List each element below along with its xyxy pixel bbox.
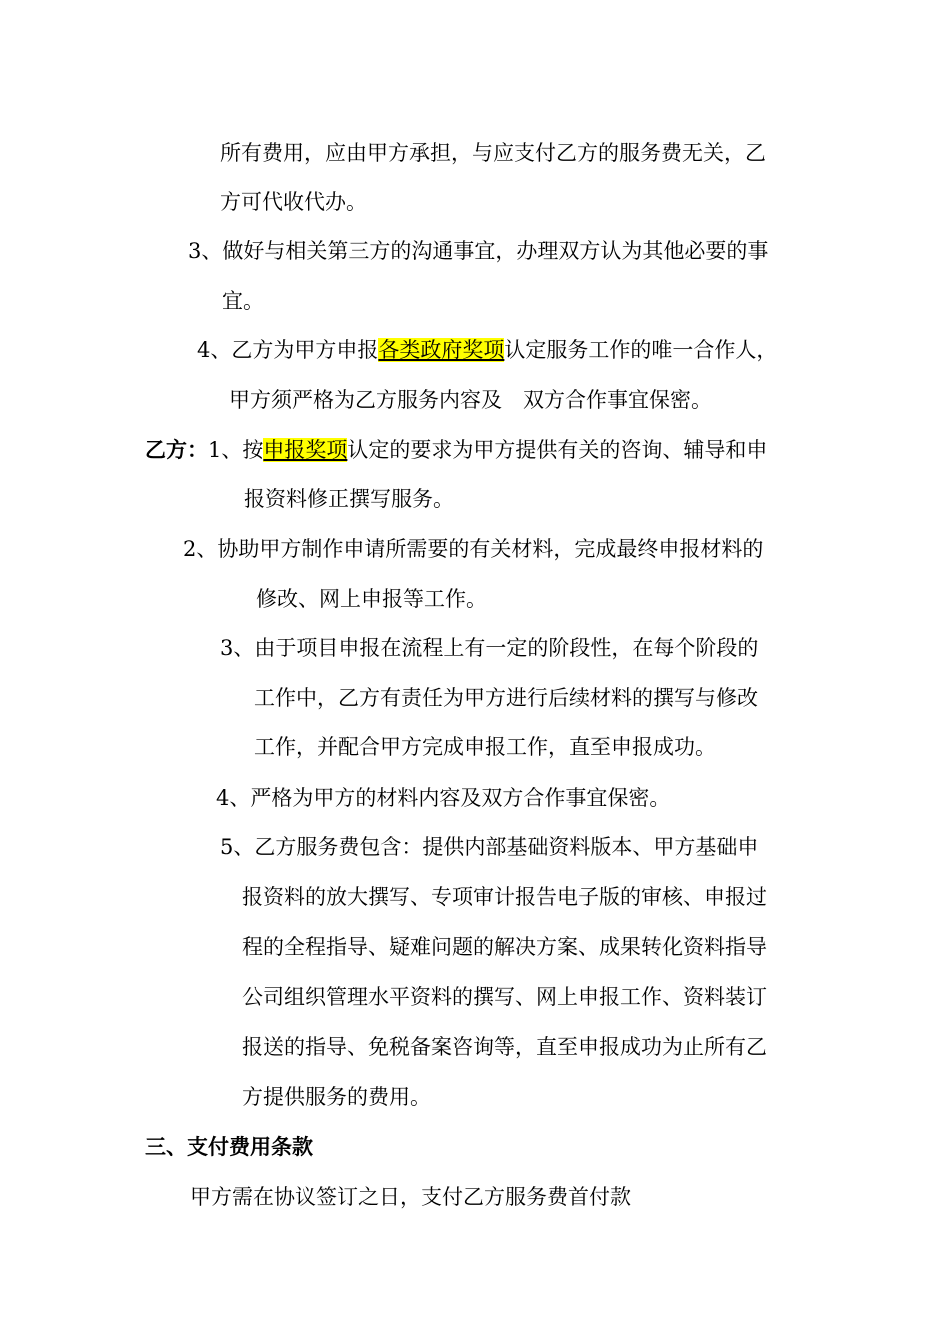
text-line: 所有费用，应由甲方承担，与应支付乙方的服务费无关，乙 xyxy=(220,141,766,165)
text-line: 甲方须严格为乙方服务内容及 双方合作事宜保密。 xyxy=(229,388,712,412)
text-line: 工作，并配合甲方完成申报工作，直至申报成功。 xyxy=(254,735,716,759)
highlighted-text: 申报奖项 xyxy=(263,438,348,462)
text-line: 4、严格为甲方的材料内容及双方合作事宜保密。 xyxy=(216,786,671,810)
text-segment: 4、乙方为甲方申报 xyxy=(197,338,379,362)
section-heading: 三、支付费用条款 xyxy=(145,1135,313,1159)
text-segment: 认定服务工作的唯一合作人， xyxy=(504,338,778,362)
text-segment: 1、按 xyxy=(208,438,264,462)
text-line: 报资料的放大撰写、专项审计报告电子版的审核、申报过 xyxy=(242,885,767,909)
text-line xyxy=(197,336,777,364)
text-line: 宜。 xyxy=(222,289,264,313)
highlighted-text: 各类政府奖项 xyxy=(378,338,505,362)
text-line: 方提供服务的费用。 xyxy=(242,1085,431,1109)
text-line: 公司组织管理水平资料的撰写、网上申报工作、资料装订 xyxy=(242,985,767,1009)
text-line xyxy=(145,436,767,464)
text-line: 甲方需在协议签订之日，支付乙方服务费首付款 xyxy=(190,1185,631,1209)
text-line: 报资料修正撰写服务。 xyxy=(244,487,454,511)
text-line: 报送的指导、免税备案咨询等，直至申报成功为止所有乙 xyxy=(242,1035,767,1059)
text-line: 5、乙方服务费包含：提供内部基础资料版本、甲方基础申 xyxy=(220,835,759,859)
text-line: 3、做好与相关第三方的沟通事宜，办理双方认为其他必要的事 xyxy=(188,239,769,263)
text-line: 工作中，乙方有责任为甲方进行后续材料的撰写与修改 xyxy=(254,686,758,710)
text-line: 3、由于项目申报在流程上有一定的阶段性，在每个阶段的 xyxy=(220,636,759,660)
text-line: 程的全程指导、疑难问题的解决方案、成果转化资料指导 xyxy=(242,935,767,959)
party-label: 乙方： xyxy=(145,438,208,462)
text-line: 修改、网上申报等工作。 xyxy=(256,587,487,611)
text-line: 方可代收代办。 xyxy=(220,190,367,214)
text-segment: 认定的要求为甲方提供有关的咨询、辅导和申 xyxy=(347,438,768,462)
text-line: 2、协助甲方制作申请所需要的有关材料，完成最终申报材料的 xyxy=(183,537,764,561)
